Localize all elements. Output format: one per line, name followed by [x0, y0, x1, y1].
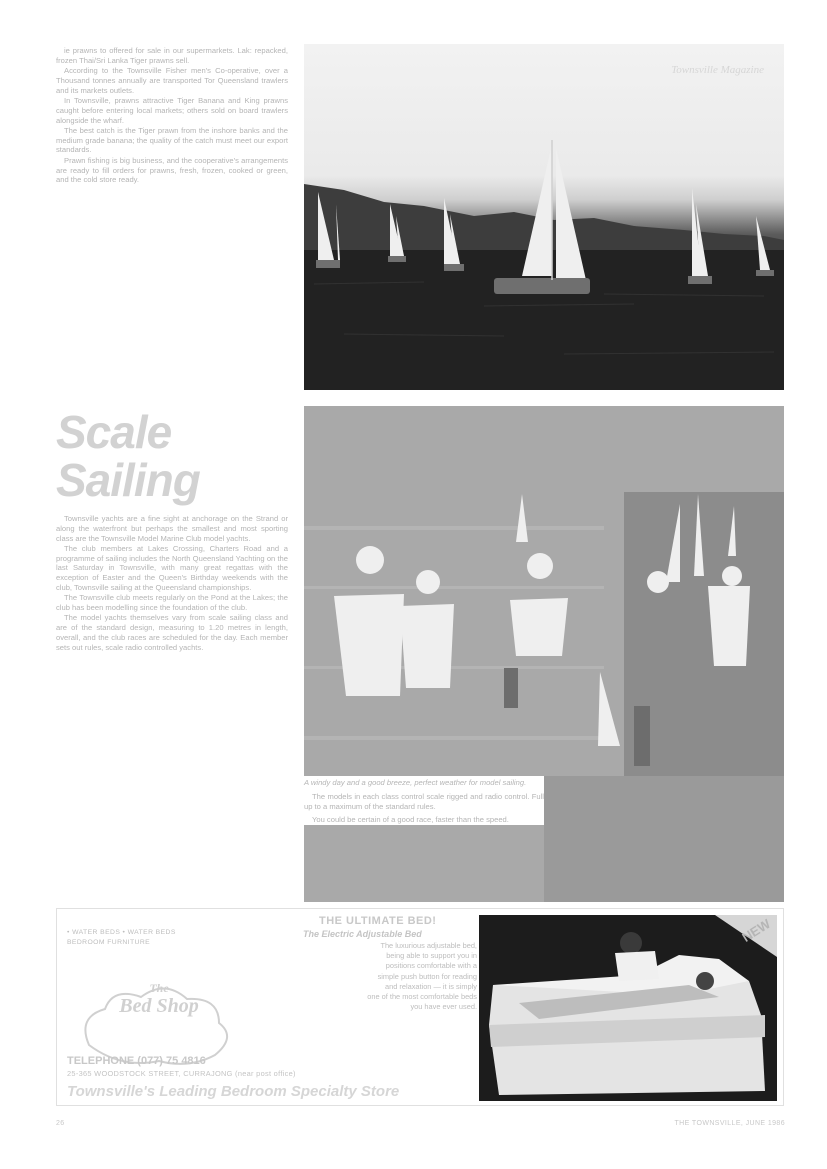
page-number: 26	[56, 1120, 65, 1127]
article-paragraph: Townsville yachts are a fine sight at anchorage on the Strand or along the waterfront but perhaps the smallest and most sporting class are the Townsville Model Marine Club model yachts.	[56, 514, 288, 543]
adjustable-bed-photo	[479, 915, 777, 1101]
ad-copy-line: one of the most comfortable beds	[367, 992, 477, 1002]
article-paragraph: The Townsville club meets regularly on the Pond at the Lakes; the club has been modelling since the foundation of the club.	[56, 593, 288, 613]
ad-services-line: • WATER BEDS • WATER BEDS	[67, 929, 176, 936]
logo-wordmark	[109, 981, 209, 1016]
ad-copy-line: you have ever used.	[410, 1002, 477, 1012]
intro-paragraph: The best catch is the Tiger prawn from the inshore banks and the medium grade banana; the quality of the catch must meet our export standards.	[56, 125, 288, 155]
headline-line: Scale	[56, 406, 172, 458]
intro-column	[56, 46, 288, 186]
photo-caption	[304, 776, 544, 825]
regatta-illustration	[304, 44, 784, 390]
ad-tagline: Townsville's Leading Bedroom Specialty Store	[67, 1083, 400, 1100]
ad-copy	[301, 941, 477, 1012]
logo-text: The	[149, 981, 169, 995]
ad-headline: THE ULTIMATE BED!	[319, 915, 437, 927]
ad-copy-line: being able to support you in	[386, 951, 477, 961]
new-badge: NEW	[738, 916, 773, 945]
intro-paragraph: Prawn fishing is big business, and the cooperative's arrangements are ready to fill orders for prawns, fresh, frozen, cooked or green, and the cold store ready.	[56, 155, 288, 185]
caption-lead: A windy day and a good breeze, perfect weather for model sailing.	[304, 778, 527, 787]
intro-paragraph: ie prawns to offered for sale in our supermarkets. Lak: repacked, frozen Thai/Sri Lanka Tiger prawns sell.	[56, 46, 288, 65]
caption-paragraph: The models in each class control scale rigged and radio control. Full up to a maximum of the standard rules.	[304, 791, 544, 811]
ad-copy-line: positions comfortable with a	[385, 961, 477, 971]
bed-illustration	[479, 915, 777, 1101]
intro-paragraph: In Townsville, prawns attractive Tiger Banana and King prawns caught before entering local markets; others sold on board trawlers alongside the wharf.	[56, 95, 288, 125]
pond-illustration	[304, 406, 784, 902]
ad-services-line: BEDROOM FURNITURE	[67, 939, 151, 946]
ad-copy-line: simple push button for reading	[377, 971, 477, 981]
ad-subhead: The Electric Adjustable Bed	[303, 929, 422, 939]
ad-address: 25-365 WOODSTOCK STREET, CURRAJONG (near post office)	[67, 1069, 296, 1078]
intro-paragraph: According to the Townsville Fisher men's Co-operative, over a Thousand tonnes annually are transported Tor Queensland trawlers and its markets outlets.	[56, 66, 288, 95]
logo-text: Bed Shop	[119, 995, 199, 1017]
caption-paragraph: You could be certain of a good race, faster than the speed.	[312, 815, 509, 825]
ad-phone: TELEPHONE (077) 75 4816	[67, 1055, 206, 1067]
bed-shop-advertisement	[56, 908, 784, 1106]
article-body	[56, 514, 288, 653]
page-folio: THE TOWNSVILLE, JUNE 1986	[674, 1120, 785, 1127]
article-paragraph: The model yachts themselves vary from scale sailing class and are of the standard design, measuring to 1.20 metres in length, overall, and the club races are scheduled for the day. Each member sets out rules, scale radio controlled yachts.	[56, 613, 288, 652]
ad-copy-line: and relaxation — it is simply	[384, 981, 477, 991]
model-yacht-photo	[304, 406, 784, 902]
photo-credit: Townsville Magazine	[671, 64, 764, 76]
article-headline	[56, 408, 200, 504]
regatta-photo	[304, 44, 784, 390]
ad-copy-line: The luxurious adjustable bed,	[380, 941, 477, 950]
headline-line: Sailing	[56, 454, 200, 506]
article-paragraph: The club members at Lakes Crossing, Charters Road and a programme of sailing includes the North Queensland Yachting on the last Saturday in Townsville, with many great regattas with the exception of Easter and the Queen's Birthday weekends with the club, Townsville sailing at the Queensland championships.	[56, 543, 288, 593]
